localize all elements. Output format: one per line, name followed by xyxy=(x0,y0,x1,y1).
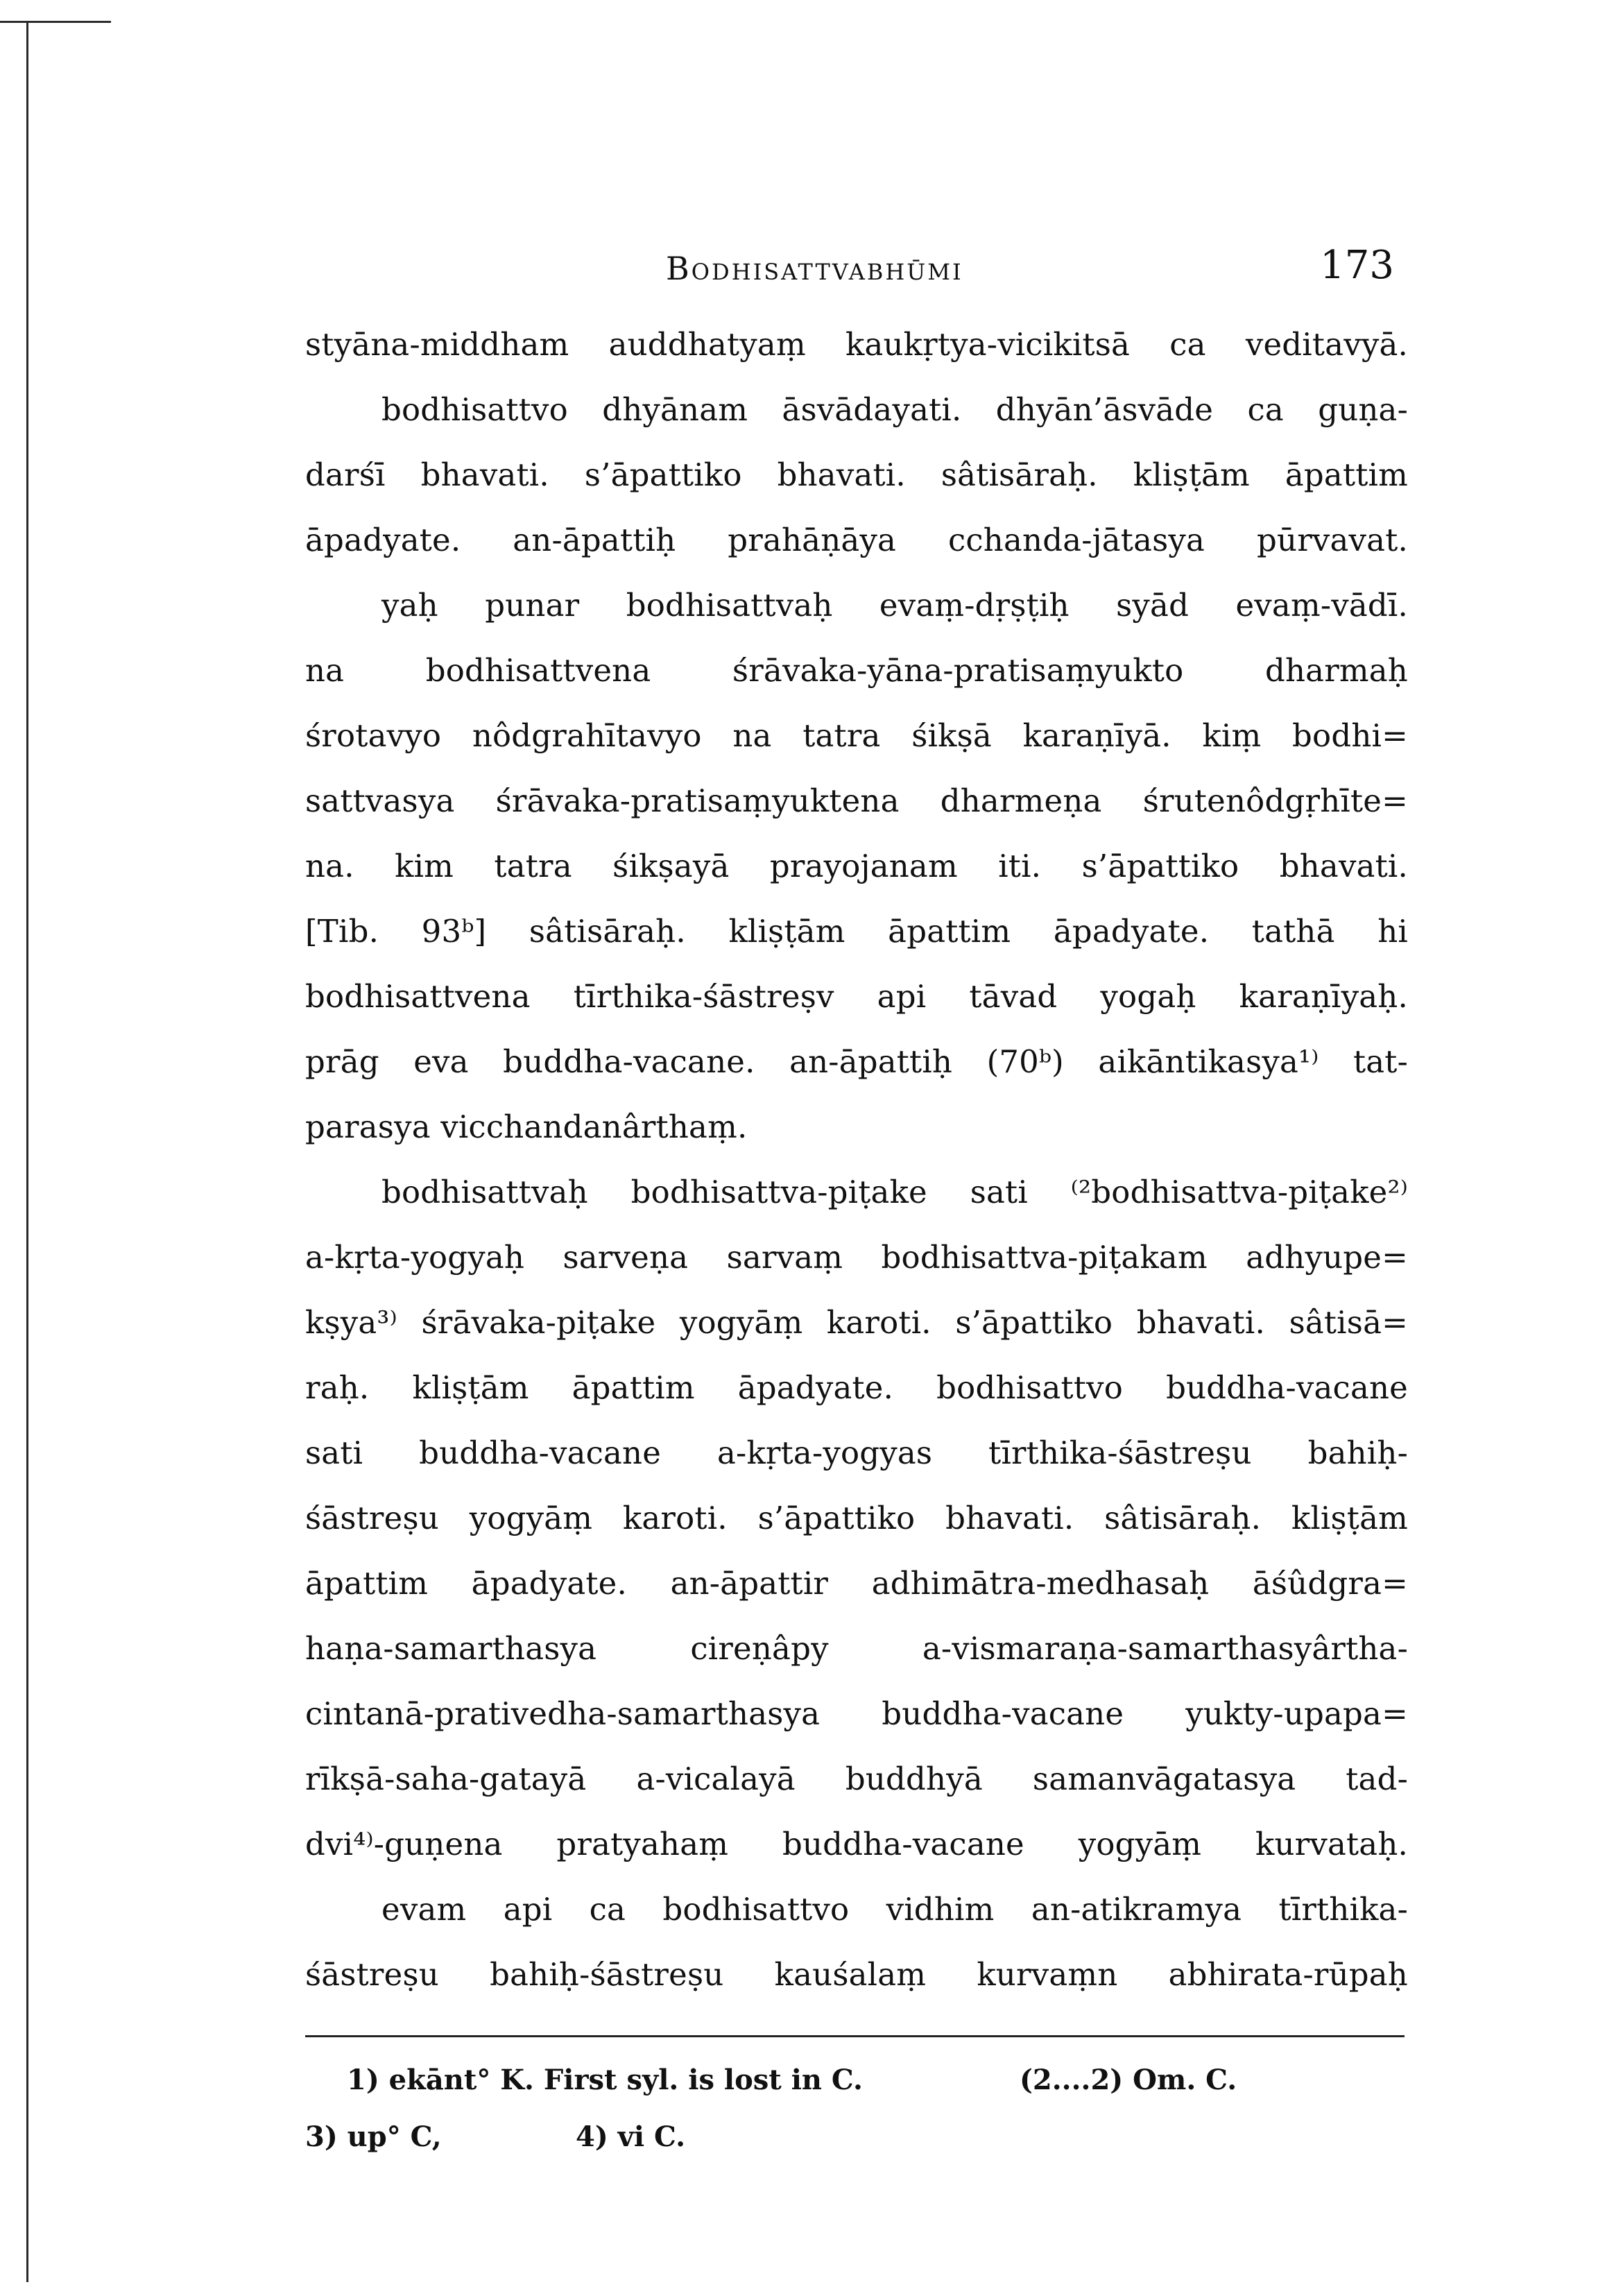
running-head xyxy=(305,243,1408,305)
footnote-3: 3) up° C, xyxy=(305,2121,442,2153)
text-line: āpadyate. an-āpattiḥ prahāṇāya cchanda-jātasya pūrvavat. xyxy=(305,522,1408,558)
text-line: na bodhisattvena śrāvaka-yāna-pratisaṃyukto dharmaḥ xyxy=(305,652,1408,689)
text-line: styāna-middham auddhatyaṃ kaukṛtya-vicikitsā ca veditavyā. xyxy=(305,326,1408,363)
text-line: cintanā-prativedha-samarthasya buddha-vacane yukty-upapa= xyxy=(305,1695,1408,1732)
text-line: prāg eva buddha-vacane. an-āpattiḥ (70ᵇ) aikāntikasya¹⁾ tat- xyxy=(305,1043,1408,1080)
text-line: yaḥ punar bodhisattvaḥ evaṃ-dṛṣṭiḥ syād evaṃ-vādī. xyxy=(381,587,1408,624)
text-line: na. kim tatra śikṣayā prayojanam iti. s’āpattiko bhavati. xyxy=(305,848,1408,884)
running-title: Bodhisattvabhūmi xyxy=(666,250,963,287)
text-line: evam api ca bodhisattvo vidhim an-atikramya tīrthika- xyxy=(381,1891,1408,1928)
footnote-divider xyxy=(305,2035,1405,2037)
page xyxy=(305,243,1408,2165)
text-line: śrotavyo nôdgrahītavyo na tatra śikṣā karaṇīyā. kiṃ bodhi= xyxy=(305,717,1408,754)
footnote-row xyxy=(305,2108,1408,2165)
text-line: darśī bhavati. s’āpattiko bhavati. sâtisāraḥ. kliṣṭām āpattim xyxy=(305,456,1408,493)
footnote-4: 4) vi C. xyxy=(576,2121,686,2153)
text-line: rīkṣā-saha-gatayā a-vicalayā buddhyā samanvāgatasya tad- xyxy=(305,1760,1408,1797)
text-line: haṇa-samarthasya cireṇâpy a-vismaraṇa-samarthasyârtha- xyxy=(305,1630,1408,1667)
text-line: bodhisattvena tīrthika-śāstreṣv api tāvad yogaḥ karaṇīyaḥ. xyxy=(305,978,1408,1015)
text-line: sattvasya śrāvaka-pratisaṃyuktena dharmeṇa śrutenôdgṛhīte= xyxy=(305,782,1408,819)
binding-edge xyxy=(26,21,28,2282)
body-text xyxy=(305,312,1408,2007)
footnote-2: (2....2) Om. C. xyxy=(1020,2064,1237,2096)
text-line: parasya vicchandanârthaṃ. xyxy=(305,1108,748,1145)
text-line: bodhisattvo dhyānam āsvādayati. dhyān’āsvāde ca guṇa- xyxy=(381,391,1408,428)
text-line: [Tib. 93ᵇ] sâtisāraḥ. kliṣṭām āpattim āpadyate. tathā hi xyxy=(305,913,1408,950)
footnotes xyxy=(305,2051,1408,2165)
text-line: sati buddha-vacane a-kṛta-yogyas tīrthika-śāstreṣu bahiḥ- xyxy=(305,1434,1408,1471)
text-line: bodhisattvaḥ bodhisattva-piṭake sati ⁽²bodhisattva-piṭake²⁾ xyxy=(381,1174,1408,1210)
footnote-1: 1) ekānt° K. First syl. is lost in C. xyxy=(347,2064,863,2096)
footnote-row xyxy=(305,2051,1408,2108)
text-line: raḥ. kliṣṭām āpattim āpadyate. bodhisattvo buddha-vacane xyxy=(305,1369,1408,1406)
text-line: śāstreṣu yogyāṃ karoti. s’āpattiko bhavati. sâtisāraḥ. kliṣṭām xyxy=(305,1500,1408,1536)
binding-edge-top xyxy=(0,21,111,23)
page-number: 173 xyxy=(1320,243,1394,288)
text-line: a-kṛta-yogyaḥ sarveṇa sarvaṃ bodhisattva-piṭakam adhyupe= xyxy=(305,1239,1408,1276)
text-line: kṣya³⁾ śrāvaka-piṭake yogyāṃ karoti. s’āpattiko bhavati. sâtisā= xyxy=(305,1304,1408,1341)
text-line: dvi⁴⁾-guṇena pratyahaṃ buddha-vacane yogyāṃ kurvataḥ. xyxy=(305,1826,1408,1862)
text-line: āpattim āpadyate. an-āpattir adhimātra-medhasaḥ āśûdgra= xyxy=(305,1565,1408,1602)
text-line: śāstreṣu bahiḥ-śāstreṣu kauśalaṃ kurvaṃn abhirata-rūpaḥ xyxy=(305,1956,1408,1993)
